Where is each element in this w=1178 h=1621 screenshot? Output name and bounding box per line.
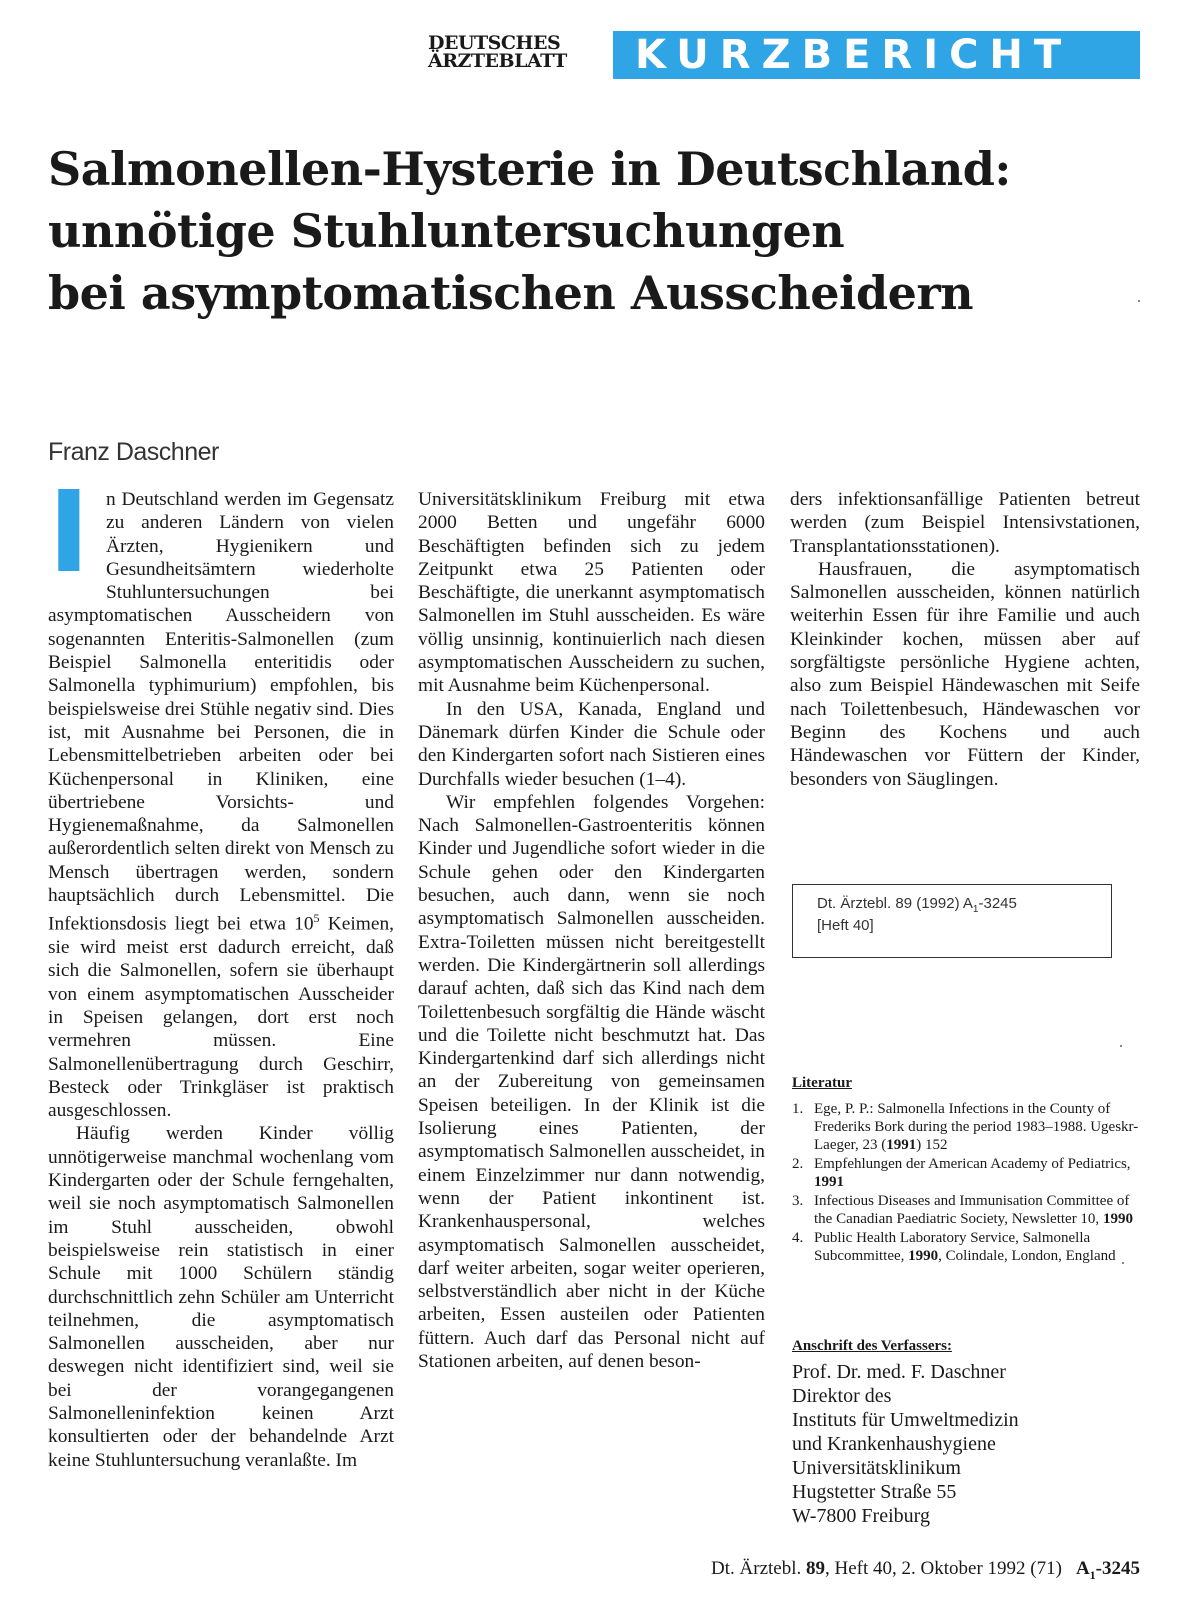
page-number: $A_1-3245$ xyxy=(1075,1558,1140,1582)
address-line: Direktor des xyxy=(792,1385,892,1407)
masthead-line-2: ÄRZTEBLATT xyxy=(428,50,567,72)
section-banner xyxy=(613,31,1140,79)
title-line-3: bei asymptomatischen Ausscheidern xyxy=(48,266,974,320)
page-footer: Dt. Ärztebl. 89, Heft 40, 2. Oktober 1992 (71) $A_1-3245$ xyxy=(711,1558,1140,1582)
title-line-1: Salmonellen-Hysterie in Deutschland: xyxy=(48,142,1011,196)
address-line: Instituts für Umweltmedizin xyxy=(792,1409,1019,1431)
section-label: KURZBERICHT xyxy=(635,32,1073,78)
reference-item: 3. Infectious Diseases and Immunisation Committee of the Canadian Paediatric Society, Newsletter 10, 1990 xyxy=(792,1193,1133,1227)
body-column-3 xyxy=(790,488,1140,791)
title-line-2: unnötige Stuhluntersuchungen xyxy=(48,204,845,258)
paragraph: Hausfrauen, die asymptomatisch Salmonellen ausscheiden, können natürlich weiterhin Essen für ihre Familie und auch Kleinkinder kochen, müssen aber auf sorgfältigste persönliche Hygiene achten, also zum Beispiel Händewaschen mit Seife nach Toilettenbesuch, Händewaschen vor Beginn des Kochens und auch Händewaschen vor Füttern der Kinder, besonders von Säuglingen. xyxy=(790,558,1140,790)
journal-masthead xyxy=(428,34,598,70)
drop-cap: I xyxy=(48,468,90,598)
paragraph-text: n Deutschland werden im Gegensatz zu anderen Ländern von vielen Ärzten, Hygienikern und Gesundheitsämtern wiederholte Stuhluntersuchungen bei asymptomatischen Ausscheidern von sogenannten Enteritis-Salmonellen (zum Beispiel Salmonella enteritidis oder Salmonella typhimurium) empfohlen, bis beispielsweise drei Stühle negativ sind. Dies ist, mit Ausnahme bei Personen, die in Lebensmittelbetrieben arbeiten oder bei Küchenpersonal in Kliniken, eine übertriebene Vorsichts- und Hygienemaßnahme, da Salmonellen außerordentlich selten direkt von Mensch zu Mensch übertragen werden, sondern hauptsächlich durch Lebensmittel. Die Infektionsdosis liegt bei etwa 10 xyxy=(48,489,394,935)
paragraph xyxy=(48,468,395,1122)
paragraph: Häufig werden Kinder völlig unnötigerweise manchmal wochenlang vom Kindergarten oder der Schule ferngehalten, weil sie noch asymptomatisch Salmonellen im Stuhl ausscheiden, obwohl beispielsweise rein statistisch in einer Schule mit 1000 Schülern ständig durchschnittlich zehn Schüler am Unterricht teilnehmen, die asymptomatisch Salmonellen ausscheiden, aber nur deswegen nicht identifiziert sind, weil sie bei der vorangegangenen Salmonelleninfektion keinen Arzt konsultierten oder der behandelnde Arzt keine Stuhluntersuchung veranlaßte. Im xyxy=(48,1123,394,1471)
reference-item: 1. Ege, P. P.: Salmonella Infections in the County of Frederiks Bork during the period 1983–1988. Ugeskr-Laeger, 23 (1991) 152 xyxy=(792,1101,1139,1153)
citation-box xyxy=(792,884,1112,958)
address-line: und Krankenhaushygiene xyxy=(792,1433,996,1455)
address-heading: Anschrift des Verfassers: xyxy=(792,1338,952,1354)
citation-line-2: [Heft 40] xyxy=(817,917,874,934)
paragraph: In den USA, Kanada, England und Dänemark dürfen Kinder die Schule oder den Kindergarten sofort nach Sistieren eines Durchfalls wieder besuchen (1–4). xyxy=(418,698,765,790)
paragraph: ders infektionsanfällige Patienten betreut werden (zum Beispiel Intensivstationen, Transplantationsstationen). xyxy=(790,489,1140,557)
volume-number: 89 xyxy=(806,1558,825,1579)
address-line: Hugstetter Straße 55 xyxy=(792,1481,957,1503)
reference-item: 4. Public Health Laboratory Service, Salmonella Subcommittee, 1990, Colindale, London, England xyxy=(792,1230,1116,1264)
paragraph: Wir empfehlen folgendes Vorgehen: Nach Salmonellen-Gastroenteritis können Kinder und Jugendliche sofort wieder in die Schule gehen oder den Kindergarten besuchen, auch dann, wenn sie noch asymptomatisch Salmonellen ausscheiden. Extra-Toiletten müssen nicht bereitgestellt werden. Die Kindergärtnerin soll allerdings darauf achten, daß sich das Kind nach dem Toilettenbesuch sorgfältig die Hände wäscht und die Toilette nicht beschmutzt hat. Das Kindergartenkind darf sich allerdings nicht an der Zubereitung von gemeinsamen Speisen beteiligen. In der Klinik ist die Isolierung eines Patienten, der asymptomatisch Salmonellen ausscheidet, in einem Einzelzimmer nur dann notwendig, wenn der Patient inkontinent ist. Krankenhauspersonal, welches asymptomatisch Salmonellen ausscheidet, darf weiter arbeiten, sogar weiter operieren, selbstverständlich aber nicht in der Küche arbeiten, Essen austeilen oder Patienten füttern. Auch darf das Personal nicht auf Stationen arbeiten, auf denen beson- xyxy=(418,791,765,1372)
scan-speck xyxy=(1138,300,1140,302)
paragraph: Universitätsklinikum Freiburg mit etwa 2000 Betten und ungefähr 6000 Beschäftigten befinden sich zu jedem Zeitpunkt etwa 25 Patienten oder Beschäftigte, die unerkannt asymptomatisch Salmonellen im Stuhl ausscheiden. Es wäre völlig unsinnig, kontinuierlich nach diesen asymptomatischen Ausscheidern zu suchen, mit Ausnahme beim Küchenpersonal. xyxy=(418,489,765,697)
literature-heading: Literatur xyxy=(792,1075,852,1091)
reference-item: 2. Empfehlungen der American Academy of Pediatrics, 1991 xyxy=(792,1156,1131,1190)
citation-line-1: Dt. Ärztebl. 89 (1992) $A_1-3245$ xyxy=(817,895,1017,915)
exponent: 5 xyxy=(313,911,320,926)
scan-speck xyxy=(1120,1045,1122,1047)
body-column-1 xyxy=(48,468,395,1472)
paragraph-text: Keimen, sie wird meist erst dadurch erreicht, daß sich die Salmonellen, sofern sie überhaupt von einem asymptomatischen Ausscheider in Speisen gelangen, dort erst noch vermehren müssen. Eine Salmonellenübertragung durch Geschirr, Besteck oder Trinkgläser ist praktisch ausgeschlossen. xyxy=(48,913,395,1122)
address-line: W-7800 Freiburg xyxy=(792,1505,930,1527)
literature-list xyxy=(792,1100,1140,1266)
author-address xyxy=(792,1360,1019,1528)
address-line: Universitätsklinikum xyxy=(792,1457,961,1479)
masthead-line-1: DEUTSCHES xyxy=(428,32,561,54)
author-name: Franz Daschner xyxy=(48,438,219,466)
body-column-2 xyxy=(418,488,765,1373)
address-line: Prof. Dr. med. F. Daschner xyxy=(792,1361,1006,1383)
article-title xyxy=(48,138,1158,324)
scan-speck xyxy=(1122,1262,1124,1264)
